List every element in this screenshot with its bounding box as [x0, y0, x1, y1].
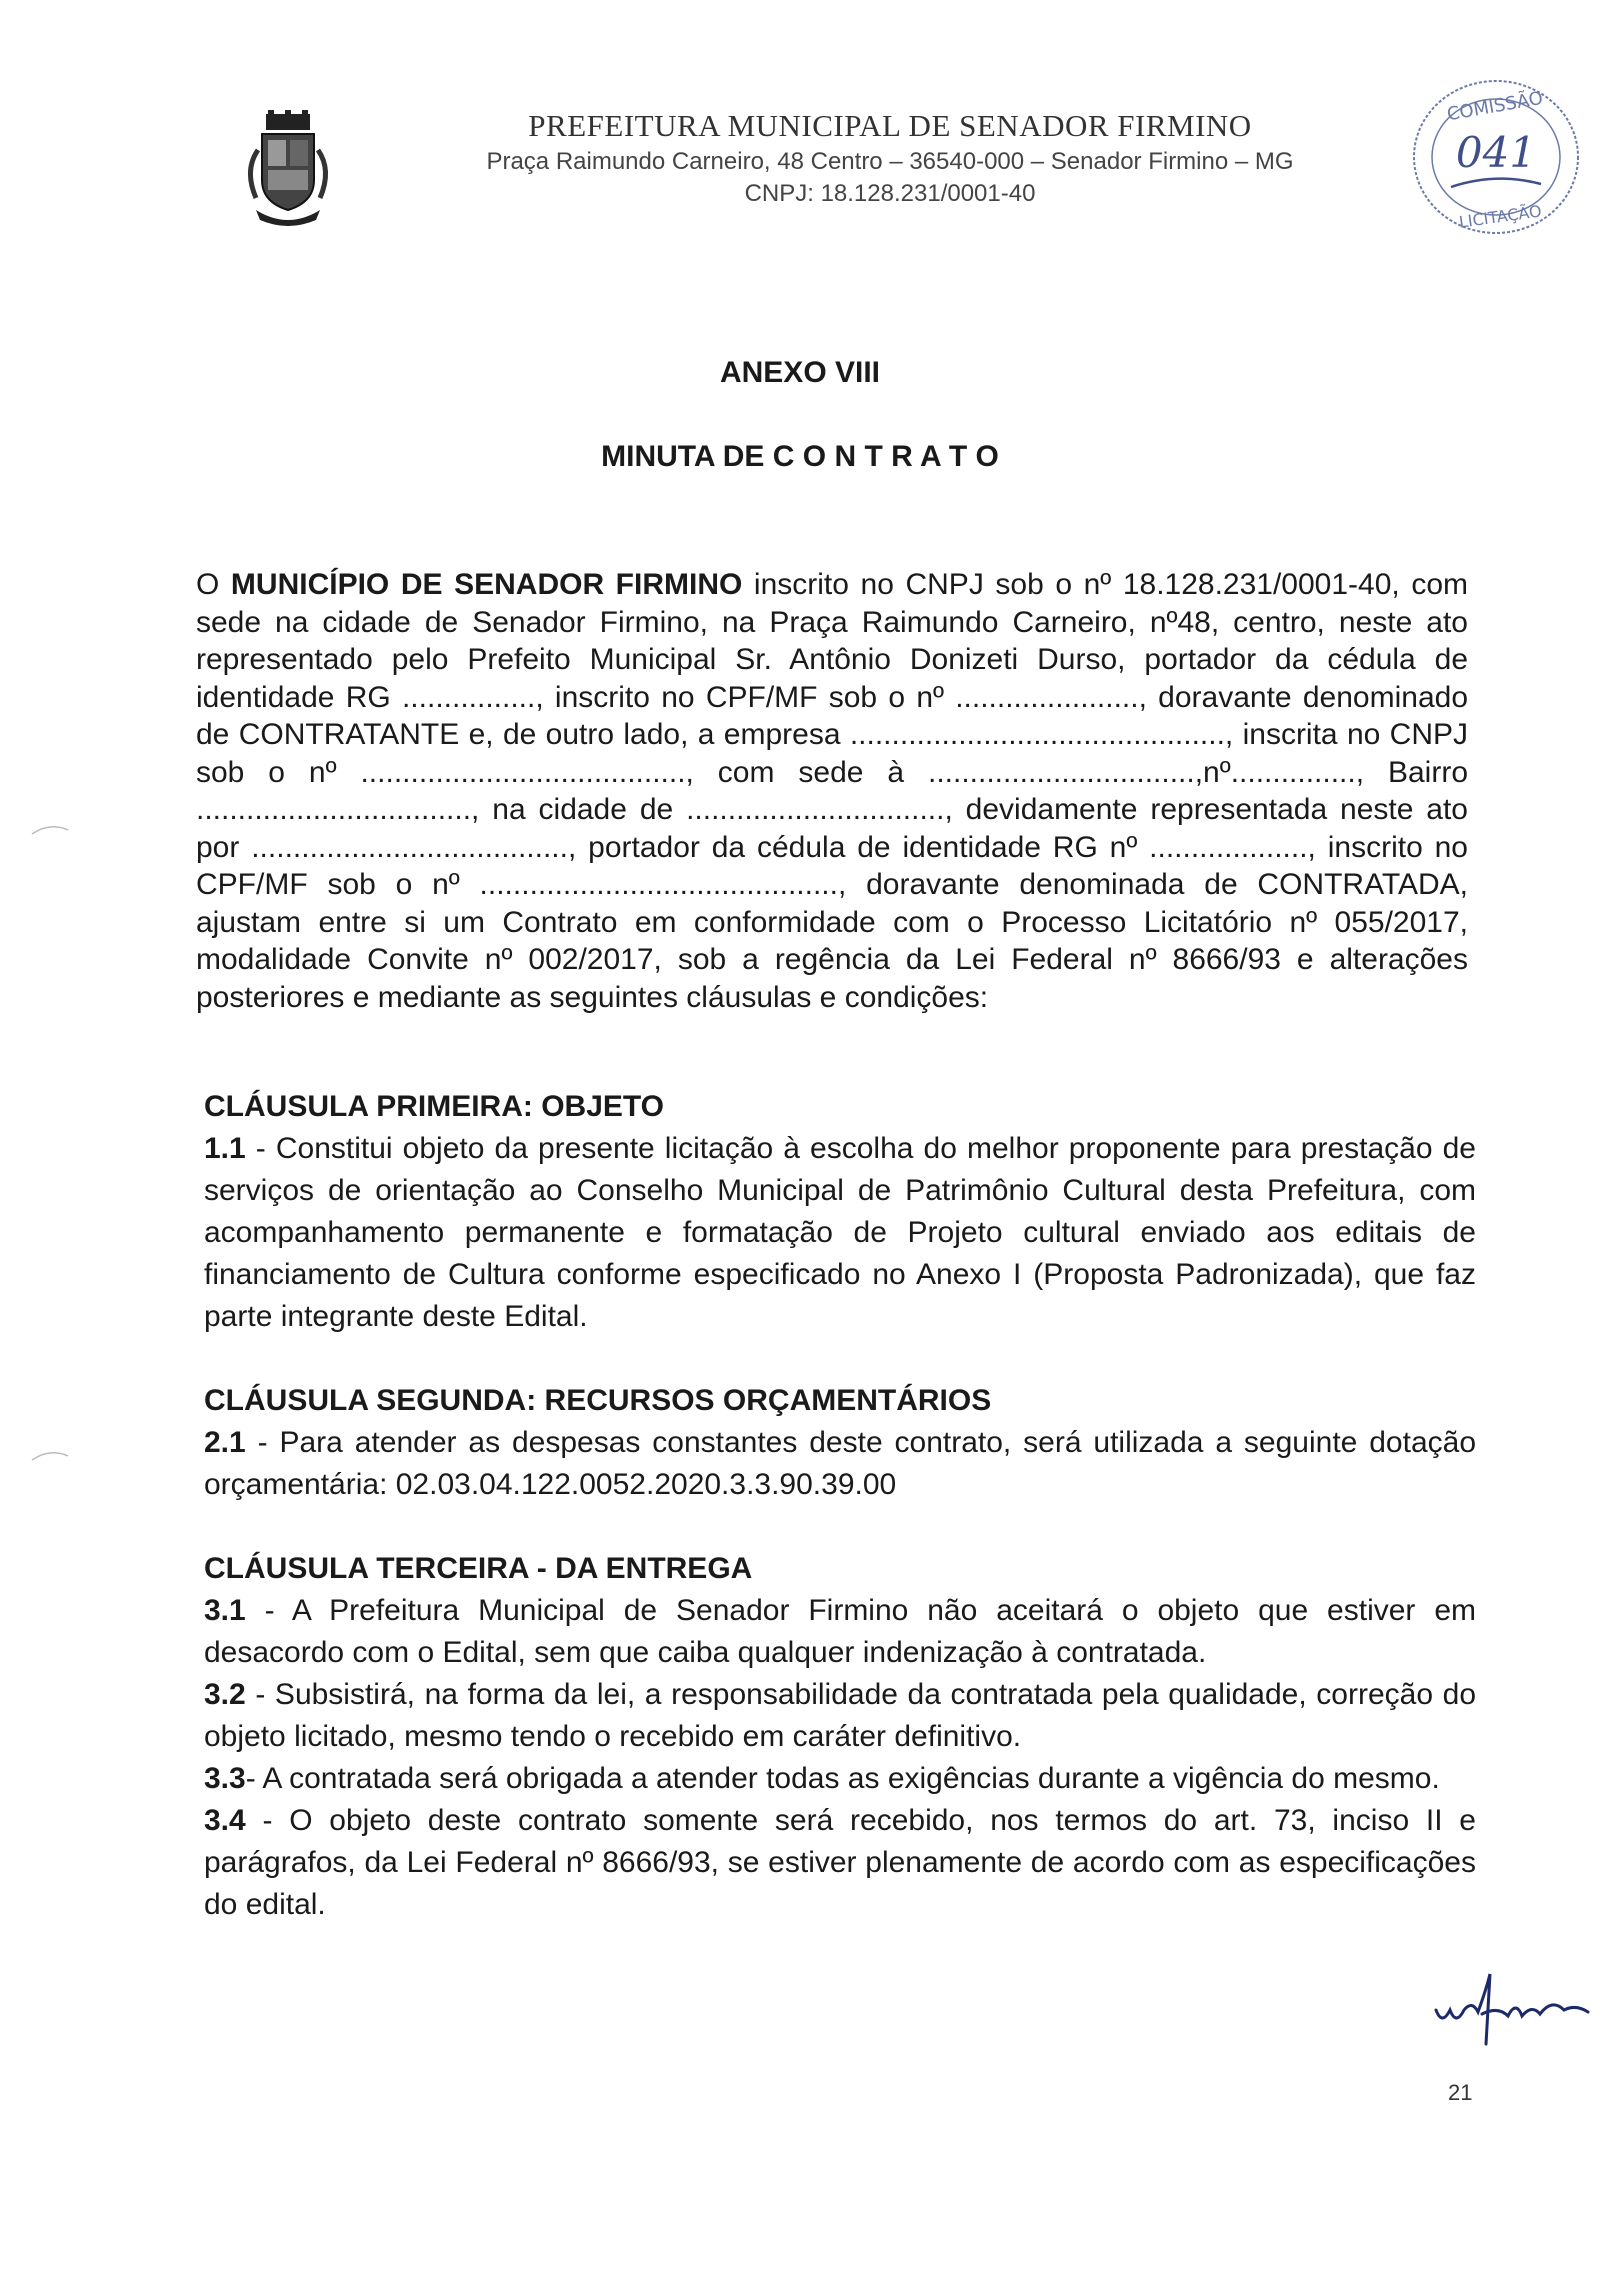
svg-text:COMISSÃO: COMISSÃO: [1445, 87, 1545, 126]
svg-text:041: 041: [1455, 128, 1537, 177]
item-text: - A Prefeitura Municipal de Senador Firmino não aceitará o objeto que estiver em desacordo com o Edital, sem que caiba qualquer indenização à contratada.: [204, 1594, 1476, 1669]
item-number: 3.2: [204, 1678, 246, 1711]
coat-of-arms-icon: [238, 110, 338, 230]
clause-segunda: [204, 1380, 1476, 1506]
signature-initials-icon: [1428, 1970, 1598, 2050]
clause-heading: CLÁUSULA PRIMEIRA: OBJETO: [204, 1090, 665, 1123]
item-number: 3.4: [204, 1804, 246, 1837]
organization-cnpj: CNPJ: 18.128.231/0001-40: [744, 180, 1036, 207]
item-text: - A contratada será obrigada a atender todas as exigências durante a vigência do mesmo.: [245, 1762, 1440, 1795]
item-text: - O objeto deste contrato somente será recebido, nos termos do art. 73, inciso II e parágrafos, da Lei Federal nº 8666/93, se estiver plenamente de acordo com as especificações do edital.: [204, 1804, 1476, 1921]
preamble-text: inscrito no CNPJ sob o nº 18.128.231/0001-40, com sede na cidade de Senador Firmino, na Praça Raimundo Carneiro, nº48, centro, neste ato representado pelo Prefeito Municipal Sr. Antônio Donizeti Durso, portador da cédula de identidade RG ................, inscrito no CPF/MF sob o nº ......................, doravante denominado de CONTRATANTE e, de outro lado, a empresa ............................................., inscrita no CNPJ sob o nº ......................................., com sede à ................................,nº..............., Bairro ................................., na cidade de ..............................., devidamente representada neste ato por ......................................, portador da cédula de identidade RG nº ..................., inscrito no CPF/MF sob o nº ..........................................., doravante denominada de CONTRATADA, ajustam entre si um Contrato em conformidade com o Processo Licitatório nº 055/2017, modalidade Convite nº 002/2017, sob a regência da Lei Federal nº 8666/93 e alterações posteriores e mediante as seguintes cláusulas e condições:: [196, 568, 1468, 1014]
item-number: 3.3: [204, 1762, 246, 1795]
commission-stamp-icon: [1406, 72, 1586, 242]
scan-mark-icon: [30, 820, 70, 840]
item-number: 3.1: [204, 1594, 246, 1627]
clause-item: [204, 1758, 1476, 1800]
organization-address: Praça Raimundo Carneiro, 48 Centro – 36540-000 – Senador Firmino – MG: [486, 148, 1294, 175]
clause-primeira: [204, 1086, 1476, 1338]
page-number: 21: [1448, 2080, 1473, 2105]
preamble-lead: O: [196, 568, 231, 601]
clause-terceira: [204, 1548, 1476, 1926]
item-text: - Constitui objeto da presente licitação à escolha do melhor proponente para prestação de serviços de orientação ao Conselho Municipal de Patrimônio Cultural desta Prefeitura, com acompanhamento permanente e formatação de Projeto cultural enviado aos editais de financiamento de Cultura conforme especificado no Anexo I (Proposta Padronizada), que faz parte integrante deste Edital.: [204, 1132, 1476, 1333]
clause-heading: CLÁUSULA SEGUNDA: RECURSOS ORÇAMENTÁRIOS: [204, 1384, 992, 1417]
clause-item: [204, 1128, 1476, 1338]
clause-heading: CLÁUSULA TERCEIRA - DA ENTREGA: [204, 1552, 753, 1585]
annex-title: ANEXO VIII: [719, 356, 881, 389]
item-text: - Para atender as despesas constantes deste contrato, será utilizada a seguinte dotação orçamentária: 02.03.04.122.0052.2020.3.3.90.39.00: [204, 1426, 1476, 1501]
clause-item: [204, 1800, 1476, 1926]
clause-item: [204, 1674, 1476, 1758]
letterhead: [400, 108, 1380, 208]
contract-subtitle: MINUTA DE C O N T R A T O: [601, 440, 999, 473]
clause-item: [204, 1590, 1476, 1674]
organization-name: PREFEITURA MUNICIPAL DE SENADOR FIRMINO: [528, 108, 1252, 143]
item-number: 1.1: [204, 1132, 246, 1165]
contracting-party: MUNICÍPIO DE SENADOR FIRMINO: [230, 568, 743, 601]
clause-item: [204, 1422, 1476, 1506]
contract-preamble: [196, 566, 1468, 1016]
svg-text:LICITAÇÃO: LICITAÇÃO: [1457, 201, 1543, 232]
item-number: 2.1: [204, 1426, 246, 1459]
item-text: - Subsistirá, na forma da lei, a responsabilidade da contratada pela qualidade, correção do objeto licitado, mesmo tendo o recebido em caráter definitivo.: [204, 1678, 1476, 1753]
scan-mark-icon: [30, 1446, 70, 1466]
